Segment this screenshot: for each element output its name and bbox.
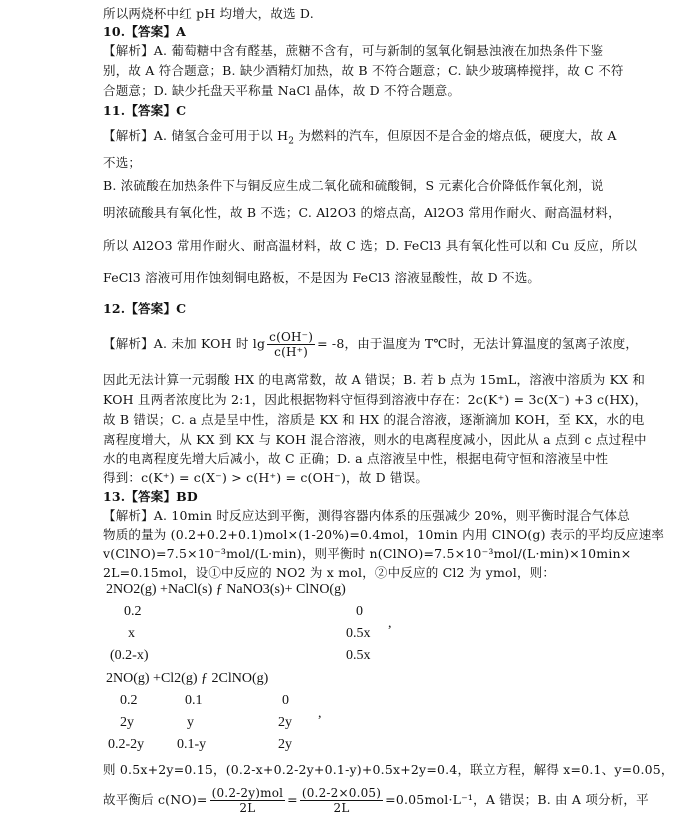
text-line: 物质的量为 (0.2+0.2+0.1)mol×(1-20%)=0.4mol，10min 内用 ClNO(g) 表示的平均反应速率 — [103, 527, 665, 542]
reaction2-start-clno: 0 — [282, 693, 289, 708]
text-line: 别，故 A 符合题意；B. 缺少酒精灯加热，故 B 不符合题意；C. 缺少玻璃棒搅拌，故 C 不符 — [103, 63, 624, 78]
text-line: v(ClNO)=7.5×10⁻³mol/(L·min)，则平衡时 n(ClNO)=7.5×10⁻³mol/(L·min)×10min× — [103, 546, 632, 561]
text-line: 得到：c(K⁺) = c(X⁻) > c(H⁺) = c(OH⁻)，故 D 错误。 — [103, 470, 429, 485]
reaction1-eq-clno: 0.5x — [346, 648, 371, 663]
subscript: 2 — [288, 136, 295, 147]
text-line: 不选； — [103, 155, 142, 170]
text-line: 因此无法计算一元弱酸 HX 的电离常数，故 A 错误；B. 若 b 点为 15mL，溶液中溶质为 KX 和 — [103, 372, 646, 387]
text-segment: 【解析】A. 未加 KOH 时 lg — [103, 336, 266, 351]
reaction1-trailing-comma: , — [388, 616, 392, 631]
reaction2-change-no: 2y — [120, 715, 134, 730]
reaction2-start-cl2: 0.1 — [185, 693, 203, 708]
text-segment: 【解析】A. 储氢合金可用于以 H — [103, 128, 289, 143]
text-line: 所以 Al2O3 常用作耐火、耐高温材料，故 C 选；D. FeCl3 具有氧化性可以和 Cu 反应，所以 — [103, 238, 638, 253]
fraction-numerator: (0.2-2y)mol — [211, 786, 284, 800]
reaction-equation-1: 2NO2(g) +NaCl(s) ƒ NaNO3(s)+ ClNO(g) — [106, 582, 346, 597]
text-line: 明浓硫酸具有氧化性，故 B 不选；C. Al2O3 的熔点高，Al2O3 常用作耐火、耐高温材料， — [103, 205, 621, 220]
reaction1-start-clno: 0 — [356, 604, 363, 619]
text-line: 2L=0.15mol，设①中反应的 NO2 为 x mol，②中反应的 Cl2 为 ymol，则： — [103, 565, 556, 580]
text-line: 【解析】A. 葡萄糖中含有醛基，蔗糖不含有，可与新制的氢氧化铜悬浊液在加热条件下鉴 — [103, 43, 604, 58]
answer-heading-13: 13.【答案】BD — [103, 489, 198, 504]
fraction — [267, 330, 315, 359]
text-line: 水的电离程度先增大后减小，故 C 正确；D. a 点溶液呈中性，根据电荷守恒和溶液呈中性 — [103, 451, 609, 466]
text-line: B. 浓硫酸在加热条件下与铜反应生成二氧化硫和硫酸铜，S 元素化合价降低作氧化剂，说 — [103, 178, 604, 193]
text-line-with-fraction — [103, 330, 638, 359]
text-line: FeCl3 溶液可用作蚀刻铜电路板，不是因为 FeCl3 溶液显酸性，故 D 不选。 — [103, 270, 541, 285]
reaction1-change-clno: 0.5x — [346, 626, 371, 641]
text-line: 合题意；D. 缺少托盘天平称量 NaCl 晶体，故 D 不符合题意。 — [103, 83, 461, 98]
text-segment: 故平衡后 c(NO)= — [103, 792, 208, 807]
reaction2-eq-no: 0.2-2y — [108, 737, 145, 752]
fraction-denominator: 2L — [333, 801, 350, 815]
fraction-denominator: c(H⁺) — [274, 345, 309, 359]
text-segment: =0.05mol·L⁻¹，A 错误；B. 由 A 项分析，平 — [385, 792, 649, 807]
reaction2-trailing-comma: , — [318, 706, 322, 721]
fraction-denominator: 2L — [239, 801, 256, 815]
reaction2-change-cl2: y — [187, 715, 194, 730]
fraction — [300, 786, 383, 815]
text-line: KOH 且两者浓度比为 2:1，因此根据物料守恒得到溶液中存在：2c(K⁺) = 3c(X⁻) +3 c(HX)， — [103, 392, 648, 407]
fraction-numerator: (0.2-2×0.05) — [301, 786, 382, 800]
text-segment: 为燃料的汽车，但原因不是合金的熔点低，硬度大，故 A — [294, 128, 617, 143]
fraction-numerator: c(OH⁻) — [269, 330, 314, 344]
reaction2-start-no: 0.2 — [120, 693, 138, 708]
reaction2-eq-cl2: 0.1-y — [177, 737, 207, 752]
reaction2-change-clno: 2y — [278, 715, 292, 730]
reaction-equation-2: 2NO(g) +Cl2(g) ƒ 2ClNO(g) — [106, 671, 269, 686]
reaction1-eq-no2: (0.2-x) — [110, 648, 149, 663]
text-line: 故 B 错误；C. a 点是呈中性，溶质是 KX 和 HX 的混合溶液，逐渐滴加 KOH，至 KX，水的电 — [103, 412, 645, 427]
text-line-with-fraction — [103, 786, 649, 815]
text-line — [103, 128, 617, 150]
text-segment: = — [287, 792, 298, 807]
answer-heading-12: 12.【答案】C — [103, 301, 187, 316]
text-line: 则 0.5x+2y=0.15，(0.2-x+0.2-2y+0.1-y)+0.5x+2y=0.4，联立方程，解得 x=0.1、y=0.05， — [103, 762, 674, 777]
reaction1-change-no2: x — [128, 626, 135, 641]
text-line: 【解析】A. 10min 时反应达到平衡，测得容器内体系的压强减少 20%，则平衡时混合气体总 — [103, 508, 630, 523]
reaction1-start-no2: 0.2 — [124, 604, 142, 619]
fraction — [210, 786, 286, 815]
text-segment: = -8，由于温度为 T℃时，无法计算温度的氢离子浓度， — [317, 336, 639, 351]
text-line: 所以两烧杯中红 pH 均增大，故选 D. — [103, 6, 314, 21]
text-line: 离程度增大，从 KX 到 KX 与 KOH 混合溶液，则水的电离程度减小，因此从 a 点到 c 点过程中 — [103, 432, 647, 447]
reaction2-eq-clno: 2y — [278, 737, 292, 752]
answer-heading-10: 10.【答案】A — [103, 24, 187, 39]
answer-heading-11: 11.【答案】C — [103, 103, 187, 118]
